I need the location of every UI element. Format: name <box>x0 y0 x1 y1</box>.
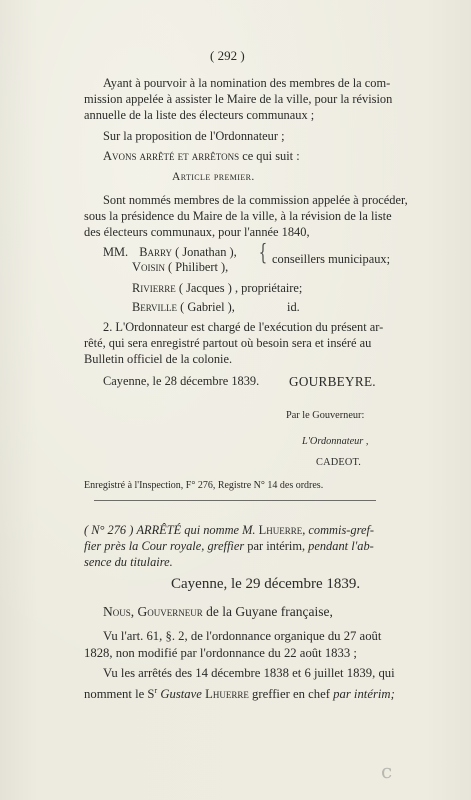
member-voisin <box>132 260 228 275</box>
act-pendant: pendant l'ab- <box>308 539 374 553</box>
act-line2b: par intérim, <box>244 539 309 553</box>
signature-gourbeyre: GOURBEYRE. <box>289 374 376 389</box>
ordonnateur-title: L'Ordonnateur , <box>302 436 369 447</box>
rivierre-rest: ( Jacques ) , propriétaire; <box>175 281 303 295</box>
voisin-name: Voisin <box>132 260 165 274</box>
avons-lead: Avons arrêté et arrêtons <box>103 149 240 163</box>
member-barry <box>103 245 237 260</box>
corner-mark: c <box>381 759 393 783</box>
page-number: ( 292 ) <box>210 48 245 63</box>
para3-line2: rêté, qui sera enregistré partout où besoin sera et inséré au <box>84 336 372 350</box>
vu1-line1: Vu l'art. 61, §. 2, de l'ordonnance organique du 27 août <box>103 629 382 643</box>
section-divider <box>94 500 376 501</box>
brace-mark: { <box>258 241 268 266</box>
nous-rest: de la Guyane française, <box>202 604 333 619</box>
member-rivierre <box>132 281 302 296</box>
berville-rest: ( Gabriel ), <box>177 300 235 314</box>
act-line2a: fier près la Cour royale, <box>84 539 208 553</box>
para1-line3: annuelle de la liste des électeurs communaux ; <box>84 108 315 122</box>
registered-line: Enregistré à l'Inspection, F° 276, Registre N° 14 des ordres. <box>84 480 324 491</box>
vu2-line2b: greffier en chef <box>248 687 334 702</box>
barry-first: ( Jonathan ), <box>172 245 237 259</box>
act-heading-line3: sence du titulaire. <box>84 555 173 569</box>
para1-line2: mission appelée à assister le Maire de la ville, pour la révision <box>84 92 393 106</box>
vu2-line1: Vu les arrêtés des 14 décembre 1838 et 6 juillet 1839, qui <box>103 666 395 680</box>
act-heading-line2 <box>84 539 374 554</box>
barry-name: Barry <box>139 245 173 259</box>
para2-line2: sous la présidence du Maire de la ville, à la révision de la liste <box>84 209 392 223</box>
para2-line1: Sont nommés membres de la commission appelée à procéder, <box>103 193 408 207</box>
para1-line1: Ayant à pourvoir à la nomination des membres de la com- <box>103 76 391 90</box>
vu2-interim: par intérim; <box>333 687 395 702</box>
vu2-lhuerre: Lhuerre <box>205 687 249 702</box>
voisin-first: ( Philibert ), <box>164 260 229 274</box>
avons-line <box>103 149 300 164</box>
vu1-line2: 1828, non modifié par l'ordonnance du 22 août 1833 ; <box>84 646 357 660</box>
nous-line <box>103 603 333 620</box>
para2-line3: des électeurs communaux, pour l'année 1840, <box>84 225 310 239</box>
act-heading-line1 <box>84 523 374 538</box>
signature-cadeot: CADEOT. <box>316 457 361 468</box>
nous-lead: Nous, Gouverneur <box>103 604 203 619</box>
mm-label: MM. <box>103 245 129 259</box>
vu2-sup: r <box>154 686 158 695</box>
act-name: Lhuerre <box>258 523 303 537</box>
member-berville <box>132 300 235 315</box>
dateline-2: Cayenne, le 29 décembre 1839. <box>171 576 361 592</box>
act-lead: ARRÊTÉ qui nomme M. <box>136 523 259 537</box>
avons-rest: ce qui suit : <box>239 149 300 163</box>
para3-line3: Bulletin officiel de la colonie. <box>84 352 233 366</box>
para3-line1: 2. L'Ordonnateur est chargé de l'exécution du présent ar- <box>103 320 384 334</box>
article-heading: Article premier. <box>172 171 255 183</box>
vu2-line2a: nomment le S <box>84 687 155 702</box>
dateline-1: Cayenne, le 28 décembre 1839. <box>103 374 260 388</box>
vu2-gustave: Gustave <box>157 687 206 702</box>
berville-id: id. <box>287 300 300 314</box>
act-number: ( N° 276 ) <box>84 523 134 537</box>
act-tail: , commis-gref- <box>302 523 375 537</box>
proposition-line: Sur la proposition de l'Ordonnateur ; <box>103 129 285 143</box>
par-le-gouverneur: Par le Gouverneur: <box>286 410 365 421</box>
berville-name: Berville <box>132 300 178 314</box>
rivierre-name: Rivierre <box>132 281 176 295</box>
vu2-line2 <box>84 683 395 702</box>
role-conseillers: conseillers municipaux; <box>272 252 391 266</box>
act-greffier: greffier <box>207 539 245 553</box>
